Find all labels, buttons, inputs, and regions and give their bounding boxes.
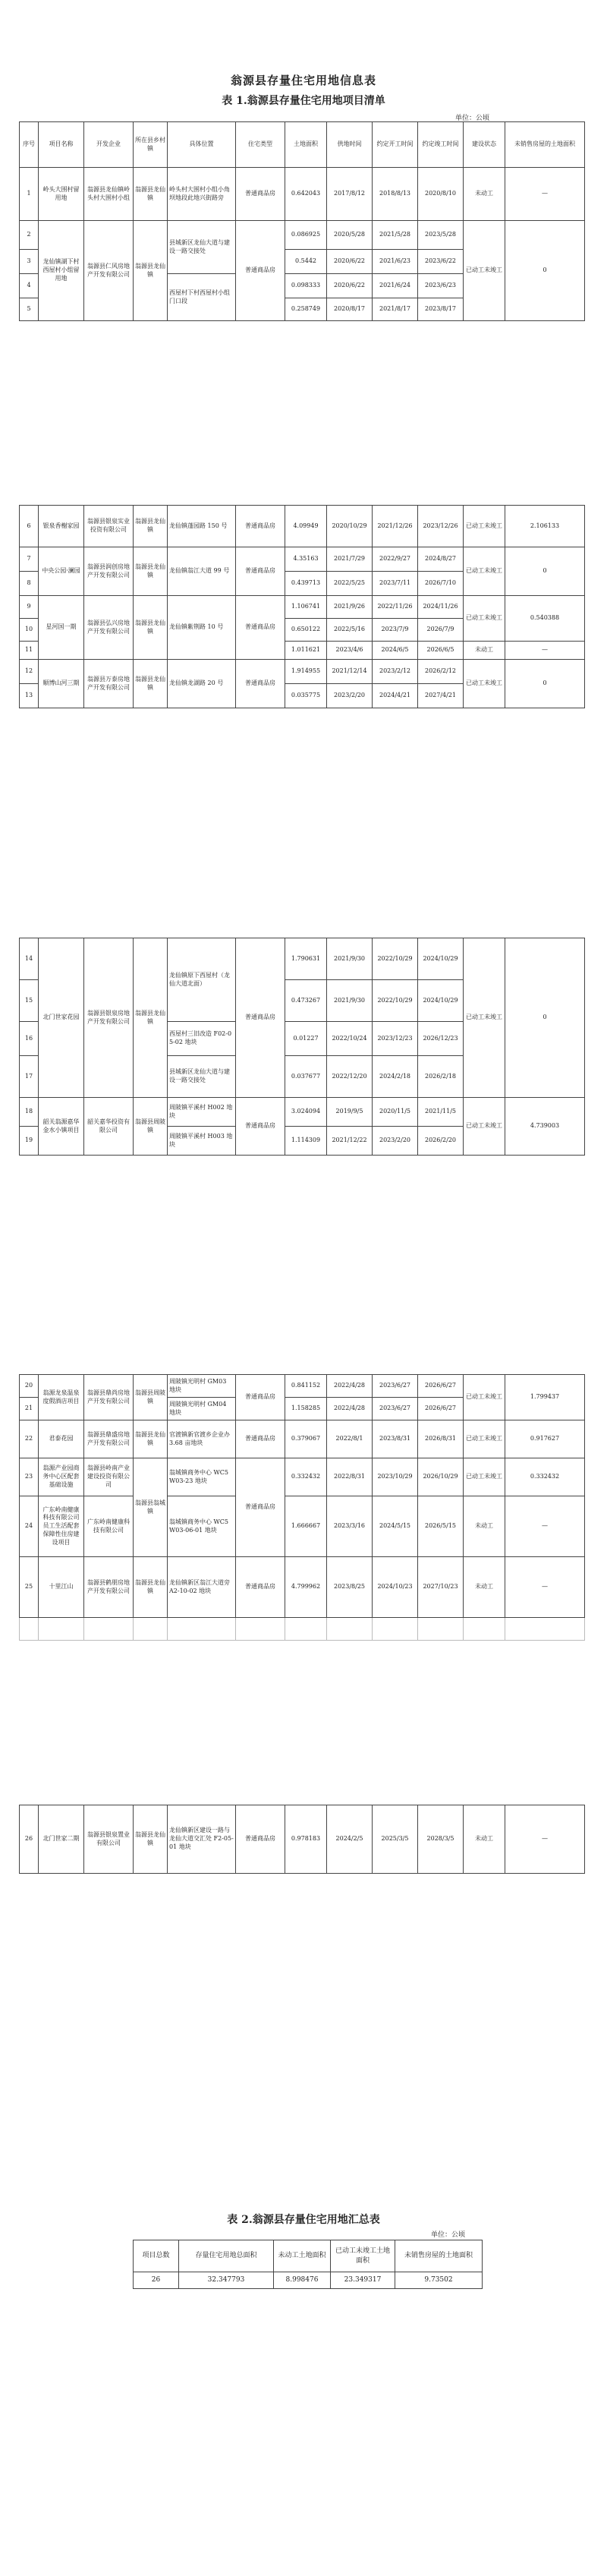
developer: 翁源县银泉置业有限公司 bbox=[84, 1805, 134, 1874]
empty-cell bbox=[285, 1618, 327, 1641]
table-row bbox=[20, 506, 585, 547]
land-area: 0.650122 bbox=[285, 619, 327, 642]
empty-cell bbox=[134, 1618, 168, 1641]
row-number: 11 bbox=[20, 642, 39, 660]
supply-date: 2020/5/28 bbox=[327, 221, 373, 250]
location: 龙仙镇龙湖路 20 号 bbox=[168, 660, 236, 708]
unsold-area: — bbox=[505, 642, 585, 660]
empty-cell bbox=[505, 1618, 585, 1641]
unsold-area: 0.917627 bbox=[505, 1420, 585, 1458]
start-date: 2021/6/24 bbox=[373, 274, 418, 298]
supply-date: 2023/4/6 bbox=[327, 642, 373, 660]
unsold-area-total: 9.73502 bbox=[395, 2272, 483, 2289]
unsold-area: 0.332432 bbox=[505, 1458, 585, 1496]
table1-section-4 bbox=[19, 1374, 585, 1641]
land-area: 0.037677 bbox=[285, 1056, 327, 1098]
table2-title: 表 2.翁源县存量住宅用地汇总表 bbox=[227, 2214, 380, 2226]
supply-date: 2020/8/17 bbox=[327, 298, 373, 321]
total-projects: 26 bbox=[134, 2272, 179, 2289]
town: 翁源县翁城镇 bbox=[134, 1458, 168, 1557]
land-area: 0.379067 bbox=[285, 1420, 327, 1458]
developer: 翁源县仁风房地产开发有限公司 bbox=[84, 221, 134, 321]
finish-date: 2024/11/26 bbox=[418, 596, 464, 619]
unsold-area: — bbox=[505, 1496, 585, 1557]
housing-type: 普通商品房 bbox=[236, 506, 285, 547]
table-row bbox=[20, 938, 585, 980]
table2-unit: 单位：公顷 bbox=[431, 2231, 466, 2239]
location: 龙仙镇蓬园路 150 号 bbox=[168, 506, 236, 547]
land-area: 0.086925 bbox=[285, 221, 327, 250]
status: 已动工未竣工 bbox=[464, 1098, 505, 1156]
supply-date: 2024/2/5 bbox=[327, 1805, 373, 1874]
supply-date: 2022/4/28 bbox=[327, 1375, 373, 1398]
finish-date: 2026/10/29 bbox=[418, 1458, 464, 1496]
land-area: 0.258749 bbox=[285, 298, 327, 321]
finish-date: 2026/2/18 bbox=[418, 1056, 464, 1098]
table1-section-1 bbox=[19, 121, 585, 321]
project-name: 顺博山河三期 bbox=[39, 660, 84, 708]
start-date: 2021/5/28 bbox=[373, 221, 418, 250]
location: 周陂镇光明村 GM04 地块 bbox=[168, 1398, 236, 1420]
land-area: 0.642043 bbox=[285, 168, 327, 221]
project-name: 韶关翁源嘉华金水小镇项目 bbox=[39, 1098, 84, 1156]
land-area: 1.914955 bbox=[285, 660, 327, 684]
start-date: 2023/6/27 bbox=[373, 1398, 418, 1420]
empty-cell bbox=[373, 1618, 418, 1641]
row-number: 4 bbox=[20, 274, 39, 298]
unsold-area: 0 bbox=[505, 547, 585, 596]
finish-date: 2023/5/28 bbox=[418, 221, 464, 250]
supply-date: 2022/8/31 bbox=[327, 1458, 373, 1496]
finish-date: 2024/8/27 bbox=[418, 547, 464, 572]
land-area: 0.01227 bbox=[285, 1022, 327, 1056]
supply-date: 2023/2/20 bbox=[327, 684, 373, 708]
table-row-blank bbox=[20, 1618, 585, 1641]
location: 官渡镇新官渡乡企业办 3.68 亩地块 bbox=[168, 1420, 236, 1458]
developer: 广东岭南健康科技有限公司 bbox=[84, 1496, 134, 1557]
land-area: 0.841152 bbox=[285, 1375, 327, 1398]
unsold-area: 4.739003 bbox=[505, 1098, 585, 1156]
row-number: 16 bbox=[20, 1022, 39, 1056]
developer: 翁源县银泉实业投资有限公司 bbox=[84, 506, 134, 547]
status: 已动工未竣工 bbox=[464, 1458, 505, 1496]
status: 已动工未竣工 bbox=[464, 1375, 505, 1420]
location: 翁城镇商务中心 WC5W03-23 地块 bbox=[168, 1458, 236, 1496]
location: 龙仙镇紫荆路 10 号 bbox=[168, 596, 236, 660]
land-area: 1.790631 bbox=[285, 938, 327, 980]
town: 翁源县龙仙镇 bbox=[134, 660, 168, 708]
row-number: 23 bbox=[20, 1458, 39, 1496]
row-number: 25 bbox=[20, 1557, 39, 1618]
header-cell: 约定开工时间 bbox=[373, 122, 418, 168]
unsold-area: — bbox=[505, 1805, 585, 1874]
developer: 翁源县润创房地产开发有限公司 bbox=[84, 547, 134, 596]
town: 翁源县龙仙镇 bbox=[134, 938, 168, 1098]
project-name: 中央公园·澜园 bbox=[39, 547, 84, 596]
header-cell: 所在县乡村镇 bbox=[134, 122, 168, 168]
unsold-area: 0 bbox=[505, 660, 585, 708]
developer: 翁源县鼎盛房地产开发有限公司 bbox=[84, 1420, 134, 1458]
start-date: 2024/6/5 bbox=[373, 642, 418, 660]
not-started-area: 8.998476 bbox=[274, 2272, 331, 2289]
start-date: 2022/10/29 bbox=[373, 980, 418, 1022]
land-area: 0.978183 bbox=[285, 1805, 327, 1874]
town: 翁源县龙仙镇 bbox=[134, 1557, 168, 1618]
housing-type: 普通商品房 bbox=[236, 660, 285, 708]
row-number: 18 bbox=[20, 1098, 39, 1127]
town: 翁源县周陂镇 bbox=[134, 1375, 168, 1420]
start-date: 2023/10/29 bbox=[373, 1458, 418, 1496]
unsold-area: 0 bbox=[505, 938, 585, 1098]
location: 龙仙镇新区翁江大道旁 A2-10-02 地块 bbox=[168, 1557, 236, 1618]
start-date: 2022/11/26 bbox=[373, 596, 418, 619]
unsold-area: 0 bbox=[505, 221, 585, 321]
status: 已动工未竣工 bbox=[464, 221, 505, 321]
finish-date: 2023/12/26 bbox=[418, 506, 464, 547]
town: 翁源县龙仙镇 bbox=[134, 1805, 168, 1874]
finish-date: 2020/8/10 bbox=[418, 168, 464, 221]
row-number: 3 bbox=[20, 250, 39, 274]
row-number: 5 bbox=[20, 298, 39, 321]
empty-cell bbox=[84, 1618, 134, 1641]
housing-type: 普通商品房 bbox=[236, 1098, 285, 1156]
town: 翁源县龙仙镇 bbox=[134, 221, 168, 321]
start-date: 2024/2/18 bbox=[373, 1056, 418, 1098]
row-number: 13 bbox=[20, 684, 39, 708]
supply-date: 2022/12/20 bbox=[327, 1056, 373, 1098]
housing-type: 普通商品房 bbox=[236, 547, 285, 596]
row-number: 9 bbox=[20, 596, 39, 619]
table-row bbox=[20, 1458, 585, 1496]
location: 周陂镇光明村 GM03 地块 bbox=[168, 1375, 236, 1398]
land-area: 1.011621 bbox=[285, 642, 327, 660]
header-cell: 约定竣工时间 bbox=[418, 122, 464, 168]
start-date: 2023/2/12 bbox=[373, 660, 418, 684]
supply-date: 2020/10/29 bbox=[327, 506, 373, 547]
supply-date: 2021/12/22 bbox=[327, 1127, 373, 1156]
supply-date: 2017/8/12 bbox=[327, 168, 373, 221]
supply-date: 2021/9/26 bbox=[327, 596, 373, 619]
start-date: 2022/9/27 bbox=[373, 547, 418, 572]
empty-cell bbox=[464, 1618, 505, 1641]
start-date: 2023/12/23 bbox=[373, 1022, 418, 1056]
developer: 翁源县万泰房地产开发有限公司 bbox=[84, 660, 134, 708]
unsold-area: 2.106133 bbox=[505, 506, 585, 547]
empty-cell bbox=[418, 1618, 464, 1641]
housing-type: 普通商品房 bbox=[236, 1458, 285, 1557]
location: 县城新区龙仙大道与建设一路交接处 bbox=[168, 221, 236, 274]
header-cell: 供地时间 bbox=[327, 122, 373, 168]
location: 翁城镇商务中心 WC5W03-06-01 地块 bbox=[168, 1496, 236, 1557]
location: 周陂镇平溪村 H002 地块 bbox=[168, 1098, 236, 1127]
header-cell: 存量住宅用地总面积 bbox=[179, 2240, 274, 2272]
finish-date: 2027/4/21 bbox=[418, 684, 464, 708]
table-row bbox=[20, 221, 585, 250]
land-area: 4.799962 bbox=[285, 1557, 327, 1618]
in-progress-area: 23.349317 bbox=[331, 2272, 395, 2289]
location: 龙仙镇新区建设一路与龙仙大道交汇处 F2-05-01 地块 bbox=[168, 1805, 236, 1874]
supply-date: 2022/8/1 bbox=[327, 1420, 373, 1458]
supply-date: 2022/4/28 bbox=[327, 1398, 373, 1420]
header-cell: 住宅类型 bbox=[236, 122, 285, 168]
land-area: 0.5442 bbox=[285, 250, 327, 274]
finish-date: 2026/5/15 bbox=[418, 1496, 464, 1557]
table-header-row bbox=[134, 2240, 483, 2272]
table-row bbox=[20, 168, 585, 221]
start-date: 2021/6/23 bbox=[373, 250, 418, 274]
project-name: 北门世家花园 bbox=[39, 938, 84, 1098]
housing-type: 普通商品房 bbox=[236, 1557, 285, 1618]
table-row bbox=[134, 2272, 483, 2289]
project-name: 十里江山 bbox=[39, 1557, 84, 1618]
row-number: 21 bbox=[20, 1398, 39, 1420]
finish-date: 2023/6/23 bbox=[418, 274, 464, 298]
table-row bbox=[20, 1496, 585, 1557]
header-cell: 土地面积 bbox=[285, 122, 327, 168]
developer: 翁源县鼎尚房地产开发有限公司 bbox=[84, 1375, 134, 1420]
table-row bbox=[20, 1098, 585, 1127]
status: 未动工 bbox=[464, 1496, 505, 1557]
project-name: 君泰花园 bbox=[39, 1420, 84, 1458]
header-cell: 未销售房屋的土地面积 bbox=[395, 2240, 483, 2272]
header-cell: 未销售房屋的土地面积 bbox=[505, 122, 585, 168]
status: 已动工未竣工 bbox=[464, 547, 505, 596]
row-number: 8 bbox=[20, 572, 39, 596]
table-row bbox=[20, 1557, 585, 1618]
finish-date: 2026/12/23 bbox=[418, 1022, 464, 1056]
table-row bbox=[20, 1805, 585, 1874]
finish-date: 2027/10/23 bbox=[418, 1557, 464, 1618]
finish-date: 2024/10/29 bbox=[418, 980, 464, 1022]
housing-type: 普通商品房 bbox=[236, 1420, 285, 1458]
start-date: 2023/2/20 bbox=[373, 1127, 418, 1156]
finish-date: 2026/6/27 bbox=[418, 1375, 464, 1398]
finish-date: 2026/8/31 bbox=[418, 1420, 464, 1458]
supply-date: 2021/9/30 bbox=[327, 938, 373, 980]
developer: 翁源县弘兴房地产开发有限公司 bbox=[84, 596, 134, 660]
status: 未动工 bbox=[464, 1805, 505, 1874]
row-number: 26 bbox=[20, 1805, 39, 1874]
header-cell: 项目名称 bbox=[39, 122, 84, 168]
land-area: 1.114309 bbox=[285, 1127, 327, 1156]
header-cell: 建设状态 bbox=[464, 122, 505, 168]
supply-date: 2022/5/16 bbox=[327, 619, 373, 642]
housing-type: 普通商品房 bbox=[236, 168, 285, 221]
row-number: 1 bbox=[20, 168, 39, 221]
header-cell: 未动工土地面积 bbox=[274, 2240, 331, 2272]
town: 翁源县龙仙镇 bbox=[134, 506, 168, 547]
town: 翁源县龙仙镇 bbox=[134, 168, 168, 221]
finish-date: 2023/6/22 bbox=[418, 250, 464, 274]
land-area: 1.158285 bbox=[285, 1398, 327, 1420]
page-title: 翁源县存量住宅用地信息表 bbox=[230, 74, 376, 87]
start-date: 2023/6/27 bbox=[373, 1375, 418, 1398]
land-area: 1.106741 bbox=[285, 596, 327, 619]
empty-cell bbox=[327, 1618, 373, 1641]
start-date: 2024/4/21 bbox=[373, 684, 418, 708]
finish-date: 2026/6/27 bbox=[418, 1398, 464, 1420]
start-date: 2023/7/9 bbox=[373, 619, 418, 642]
supply-date: 2021/12/14 bbox=[327, 660, 373, 684]
supply-date: 2023/8/25 bbox=[327, 1557, 373, 1618]
empty-cell bbox=[236, 1618, 285, 1641]
row-number: 17 bbox=[20, 1056, 39, 1098]
location: 西屋村三旧改造 F02-05-02 地块 bbox=[168, 1022, 236, 1056]
unsold-area: — bbox=[505, 168, 585, 221]
town: 翁源县龙仙镇 bbox=[134, 1420, 168, 1458]
empty-cell bbox=[39, 1618, 84, 1641]
header-cell: 项目总数 bbox=[134, 2240, 179, 2272]
land-area: 4.35163 bbox=[285, 547, 327, 572]
project-name: 广东岭南健康科技有限公司员工生活配套保障性住房建设项目 bbox=[39, 1496, 84, 1557]
supply-date: 2020/6/22 bbox=[327, 250, 373, 274]
finish-date: 2026/2/12 bbox=[418, 660, 464, 684]
header-cell: 序号 bbox=[20, 122, 39, 168]
supply-date: 2020/6/22 bbox=[327, 274, 373, 298]
project-name: 龙仙镇湖下村西屋村小组留用地 bbox=[39, 221, 84, 321]
project-name: 北门世家二期 bbox=[39, 1805, 84, 1874]
project-name: 翁源产业园商务中心区配套基础设施 bbox=[39, 1458, 84, 1496]
table-row bbox=[20, 660, 585, 684]
location: 岭头村大围村小组小角坝地段此地兴街路旁 bbox=[168, 168, 236, 221]
developer: 翁源县鹤朋房地产开发有限公司 bbox=[84, 1557, 134, 1618]
table2-summary bbox=[133, 2240, 483, 2289]
header-cell: 已动工未竣工土地面积 bbox=[331, 2240, 395, 2272]
supply-date: 2023/3/16 bbox=[327, 1496, 373, 1557]
project-name: 星河国一期 bbox=[39, 596, 84, 660]
table1-section-3 bbox=[19, 938, 585, 1156]
start-date: 2023/7/11 bbox=[373, 572, 418, 596]
row-number: 2 bbox=[20, 221, 39, 250]
finish-date: 2028/3/5 bbox=[418, 1805, 464, 1874]
row-number: 19 bbox=[20, 1127, 39, 1156]
status: 已动工未竣工 bbox=[464, 1420, 505, 1458]
table1-title: 表 1.翁源县存量住宅用地项目清单 bbox=[222, 95, 385, 107]
header-cell: 开发企业 bbox=[84, 122, 134, 168]
status: 未动工 bbox=[464, 1557, 505, 1618]
status: 未动工 bbox=[464, 642, 505, 660]
land-area: 0.098333 bbox=[285, 274, 327, 298]
row-number: 14 bbox=[20, 938, 39, 980]
status: 已动工未竣工 bbox=[464, 938, 505, 1098]
finish-date: 2021/11/5 bbox=[418, 1098, 464, 1127]
supply-date: 2022/5/25 bbox=[327, 572, 373, 596]
table-row bbox=[20, 547, 585, 572]
row-number: 6 bbox=[20, 506, 39, 547]
table-row bbox=[20, 1420, 585, 1458]
start-date: 2023/8/31 bbox=[373, 1420, 418, 1458]
town: 翁源县周陂镇 bbox=[134, 1098, 168, 1156]
housing-type: 普通商品房 bbox=[236, 596, 285, 660]
supply-date: 2021/9/30 bbox=[327, 980, 373, 1022]
developer: 翁源县银泉房地产开发有限公司 bbox=[84, 938, 134, 1098]
location: 龙仙镇原下西屋村（龙仙大道北面） bbox=[168, 938, 236, 1022]
start-date: 2022/10/29 bbox=[373, 938, 418, 980]
project-name: 银泉香榭家园 bbox=[39, 506, 84, 547]
land-area: 4.09949 bbox=[285, 506, 327, 547]
empty-cell bbox=[168, 1618, 236, 1641]
row-number: 24 bbox=[20, 1496, 39, 1557]
finish-date: 2026/7/10 bbox=[418, 572, 464, 596]
project-name: 翁源龙泉温泉度假酒店项目 bbox=[39, 1375, 84, 1420]
finish-date: 2024/10/29 bbox=[418, 938, 464, 980]
housing-type: 普通商品房 bbox=[236, 938, 285, 1098]
developer: 翁源县岭南产业建设投资有限公司 bbox=[84, 1458, 134, 1496]
land-area: 0.439713 bbox=[285, 572, 327, 596]
start-date: 2018/8/13 bbox=[373, 168, 418, 221]
location: 龙仙镇翁江大道 99 号 bbox=[168, 547, 236, 596]
land-area: 0.332432 bbox=[285, 1458, 327, 1496]
unsold-area: 0.540388 bbox=[505, 596, 585, 642]
row-number: 10 bbox=[20, 619, 39, 642]
table1-unit: 单位：公顷 bbox=[455, 115, 490, 122]
housing-type: 普通商品房 bbox=[236, 1805, 285, 1874]
housing-type: 普通商品房 bbox=[236, 221, 285, 321]
table1-section-5 bbox=[19, 1805, 585, 1874]
supply-date: 2022/10/24 bbox=[327, 1022, 373, 1056]
row-number: 7 bbox=[20, 547, 39, 572]
start-date: 2021/8/17 bbox=[373, 298, 418, 321]
start-date: 2020/11/5 bbox=[373, 1098, 418, 1127]
location: 周陂镇平溪村 H003 地块 bbox=[168, 1127, 236, 1156]
unsold-area: — bbox=[505, 1557, 585, 1618]
land-area: 3.024094 bbox=[285, 1098, 327, 1127]
start-date: 2021/12/26 bbox=[373, 506, 418, 547]
developer: 韶关嘉华投资有限公司 bbox=[84, 1098, 134, 1156]
start-date: 2024/10/23 bbox=[373, 1557, 418, 1618]
housing-type: 普通商品房 bbox=[236, 1375, 285, 1420]
table-header-row bbox=[20, 122, 585, 168]
row-number: 22 bbox=[20, 1420, 39, 1458]
location: 西屋村下村西屋村小组门口段 bbox=[168, 274, 236, 321]
finish-date: 2026/7/9 bbox=[418, 619, 464, 642]
unsold-area: 1.799437 bbox=[505, 1375, 585, 1420]
status: 未动工 bbox=[464, 168, 505, 221]
header-cell: 具体位置 bbox=[168, 122, 236, 168]
table-row bbox=[20, 1375, 585, 1398]
developer: 翁源县龙仙镇岭头村大围村小组 bbox=[84, 168, 134, 221]
finish-date: 2026/6/5 bbox=[418, 642, 464, 660]
row-number: 15 bbox=[20, 980, 39, 1022]
status: 已动工未竣工 bbox=[464, 660, 505, 708]
status: 已动工未竣工 bbox=[464, 506, 505, 547]
table-row bbox=[20, 596, 585, 619]
row-number: 12 bbox=[20, 660, 39, 684]
location: 县城新区龙仙大道与建设一路交接处 bbox=[168, 1056, 236, 1098]
supply-date: 2021/7/29 bbox=[327, 547, 373, 572]
table1-section-2 bbox=[19, 505, 585, 708]
finish-date: 2023/8/17 bbox=[418, 298, 464, 321]
town: 翁源县龙仙镇 bbox=[134, 596, 168, 660]
row-number: 20 bbox=[20, 1375, 39, 1398]
land-area: 1.666667 bbox=[285, 1496, 327, 1557]
land-area: 0.473267 bbox=[285, 980, 327, 1022]
start-date: 2025/3/5 bbox=[373, 1805, 418, 1874]
status: 已动工未竣工 bbox=[464, 596, 505, 642]
land-area: 0.035775 bbox=[285, 684, 327, 708]
empty-cell bbox=[20, 1618, 39, 1641]
total-area: 32.347793 bbox=[179, 2272, 274, 2289]
start-date: 2024/5/15 bbox=[373, 1496, 418, 1557]
town: 翁源县龙仙镇 bbox=[134, 547, 168, 596]
supply-date: 2019/9/5 bbox=[327, 1098, 373, 1127]
project-name: 岭头大围村留用地 bbox=[39, 168, 84, 221]
finish-date: 2026/2/20 bbox=[418, 1127, 464, 1156]
